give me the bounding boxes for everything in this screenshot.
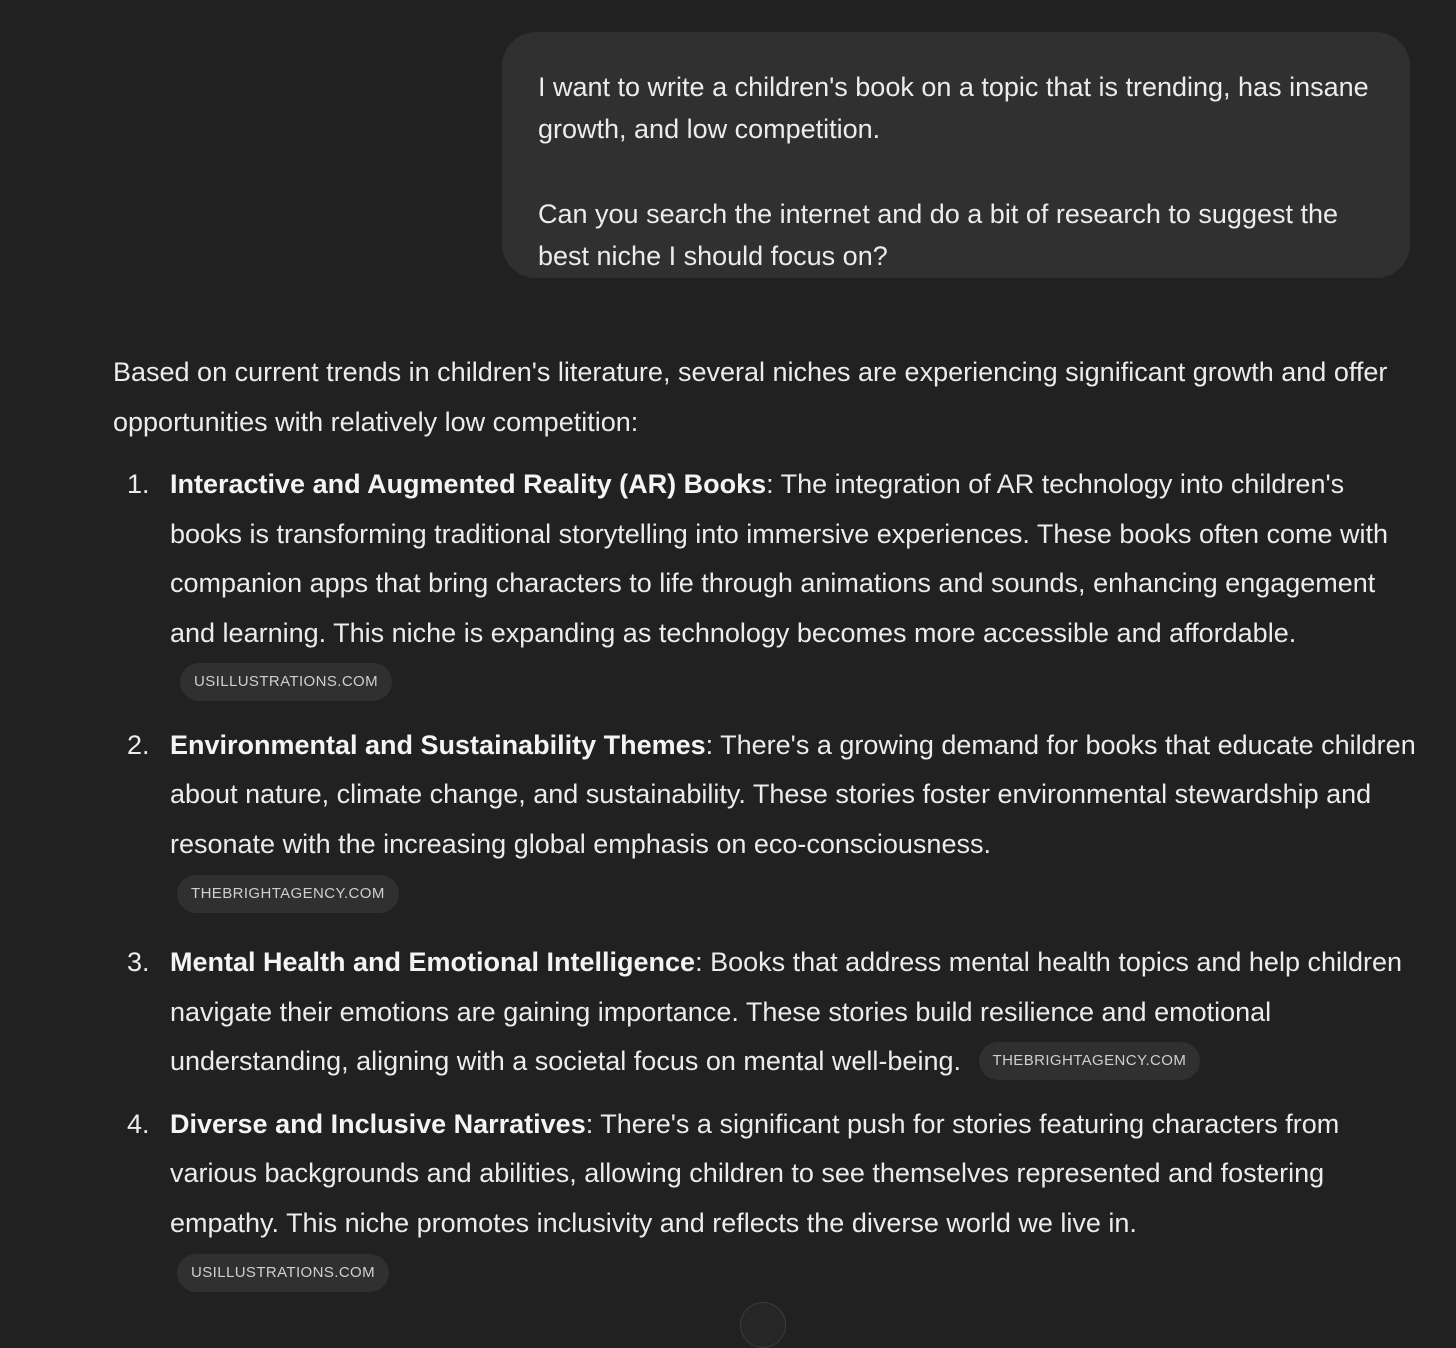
citation-chip-thebrightagency[interactable]: THEBRIGHTAGENCY.COM <box>979 1042 1201 1080</box>
list-item-body: : There's a significant push for stories featuring characters from various backgrounds and abilities, allowing children to see themselves represented and fostering empathy. This niche promotes inclusivity and reflects the diverse world we live in. <box>170 1108 1340 1238</box>
list-item-number: 1. <box>127 469 150 499</box>
list-item-body: : The integration of AR technology into children's books is transforming traditional storytelling into immersive experiences. These books often come with companion apps that bring characters to life through animations and sounds, enhancing engagement and learning. This niche is expanding as technology becomes more accessible and affordable. <box>170 469 1389 648</box>
assistant-message <box>113 348 1423 1317</box>
list-item-body: : There's a growing demand for books that educate children about nature, climate change, and sustainability. These stories foster environmental stewardship and resonate with the increasing global emphasis on eco-consciousness. <box>170 729 1416 859</box>
user-message-bubble <box>502 32 1410 278</box>
list-item-title: Mental Health and Emotional Intelligence <box>170 947 696 977</box>
list-item-mental-health <box>113 938 1423 1087</box>
citation-chip-usillustrations[interactable]: USILLUSTRATIONS.COM <box>177 1254 389 1292</box>
list-item-body: : Books that address mental health topics and help children navigate their emotions are gaining importance. These stories build resilience and emotional understanding, aligning with a societal focus on mental well-being. <box>170 947 1403 1076</box>
list-item-number: 3. <box>127 947 150 977</box>
list-item-ar-books <box>113 460 1423 708</box>
user-message-paragraph-2: Can you search the internet and do a bit of research to suggest the best niche I should focus on? <box>538 199 1339 271</box>
list-item-diverse <box>113 1100 1423 1305</box>
citation-row <box>170 869 1423 925</box>
list-item-title: Interactive and Augmented Reality (AR) Books <box>170 469 767 499</box>
list-item-number: 2. <box>127 729 150 760</box>
citation-row <box>170 1248 1423 1304</box>
user-message-paragraph-1: I want to write a children's book on a topic that is trending, has insane growth, and low competition. <box>538 72 1369 144</box>
citation-chip-usillustrations[interactable]: USILLUSTRATIONS.COM <box>180 663 392 701</box>
list-item-number: 4. <box>127 1108 150 1139</box>
assistant-intro: Based on current trends in children's literature, several niches are experiencing significant growth and offer opportunities with relatively low competition: <box>113 357 1388 437</box>
niche-list <box>113 460 1423 1304</box>
citation-chip-thebrightagency[interactable]: THEBRIGHTAGENCY.COM <box>177 875 399 913</box>
list-item-environmental <box>113 721 1423 926</box>
list-item-title: Diverse and Inclusive Narratives <box>170 1108 586 1139</box>
list-item-title: Environmental and Sustainability Themes <box>170 729 706 760</box>
